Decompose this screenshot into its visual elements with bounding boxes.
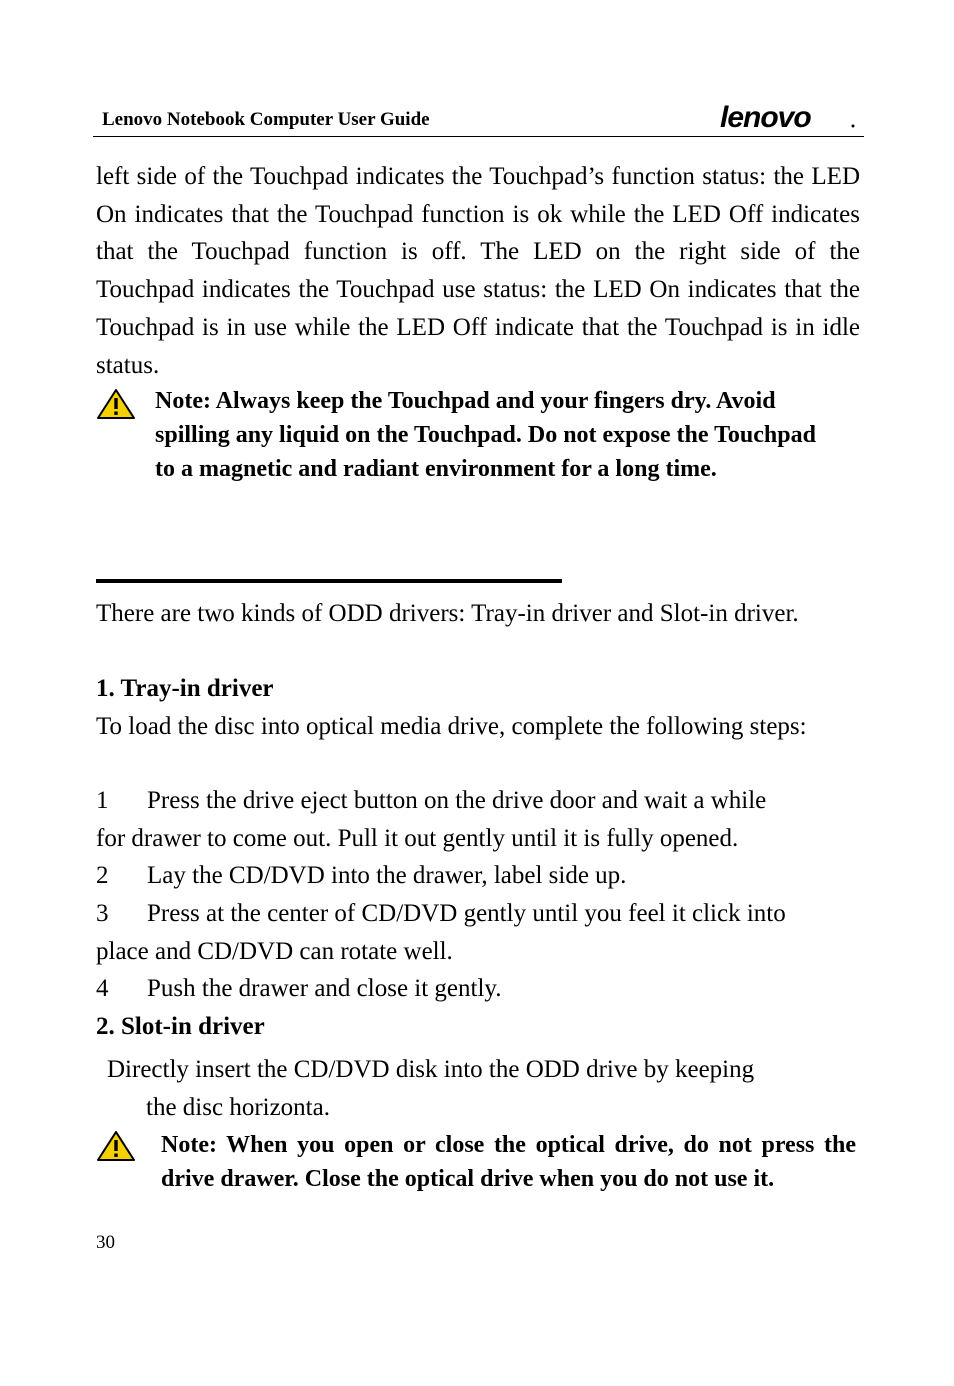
slot-in-line-1: Directly insert the CD/DVD disk into the ODD drive by keeping (107, 1056, 755, 1083)
lenovo-logo (718, 100, 858, 138)
section-divider (96, 579, 562, 583)
step-3-continuation: place and CD/DVD can rotate well. (96, 938, 453, 965)
header-title: Lenovo Notebook Computer User Guide (102, 109, 430, 130)
step-text: Press the drive eject button on the drive door and wait a while (147, 787, 767, 814)
note-text: Note: Always keep the Touchpad and your fingers dry. Avoid spilling any liquid on the Touchpad. Do not expose the Touchpad to a magnetic and radiant environment for a long time. (155, 388, 816, 482)
tray-in-heading: 1. Tray-in driver (96, 675, 274, 702)
step-text: Lay the CD/DVD into the drawer, label side up. (147, 862, 627, 889)
step-number: 1 (96, 787, 109, 814)
step-4 (96, 975, 502, 1003)
warning-icon (96, 388, 136, 424)
step-number: 2 (96, 862, 109, 889)
slot-in-heading: 2. Slot-in driver (96, 1013, 265, 1040)
warning-icon (96, 1130, 136, 1166)
step-1 (96, 787, 860, 815)
step-text: Press at the center of CD/DVD gently until you feel it click into (147, 900, 786, 927)
note-text: Note: When you open or close the optical drive, do not press the drive drawer. Close the optical drive when you do not use it. (161, 1132, 856, 1192)
page-number: 30 (96, 1232, 115, 1253)
step-2 (96, 862, 626, 890)
step-number: 4 (96, 975, 109, 1002)
tray-in-intro: To load the disc into optical media drive, complete the following steps: (96, 713, 807, 740)
step-number: 3 (96, 900, 109, 927)
page-header (93, 100, 864, 137)
intro-paragraph: left side of the Touchpad indicates the Touchpad’s function status: the LED On indicates that the Touchpad function is ok while the LED Off indicates that the Touchpad function is off. The LED on the right side of the Touchpad indicates the Touchpad use status: the LED On indicates that the Touchpad is in use while the LED Off indicate that the Touchpad is in idle status. (96, 163, 860, 379)
odd-intro-paragraph: There are two kinds of ODD drivers: Tray-in driver and Slot-in driver. (96, 600, 799, 627)
svg-text:lenovo: lenovo (720, 101, 811, 134)
step-text: Push the drawer and close it gently. (147, 975, 502, 1002)
lenovo-logo-icon (718, 100, 858, 134)
slot-in-line-2: the disc horizonta. (146, 1094, 330, 1121)
step-1-continuation: for drawer to come out. Pull it out gently until it is fully opened. (96, 825, 739, 852)
step-3 (96, 900, 786, 928)
